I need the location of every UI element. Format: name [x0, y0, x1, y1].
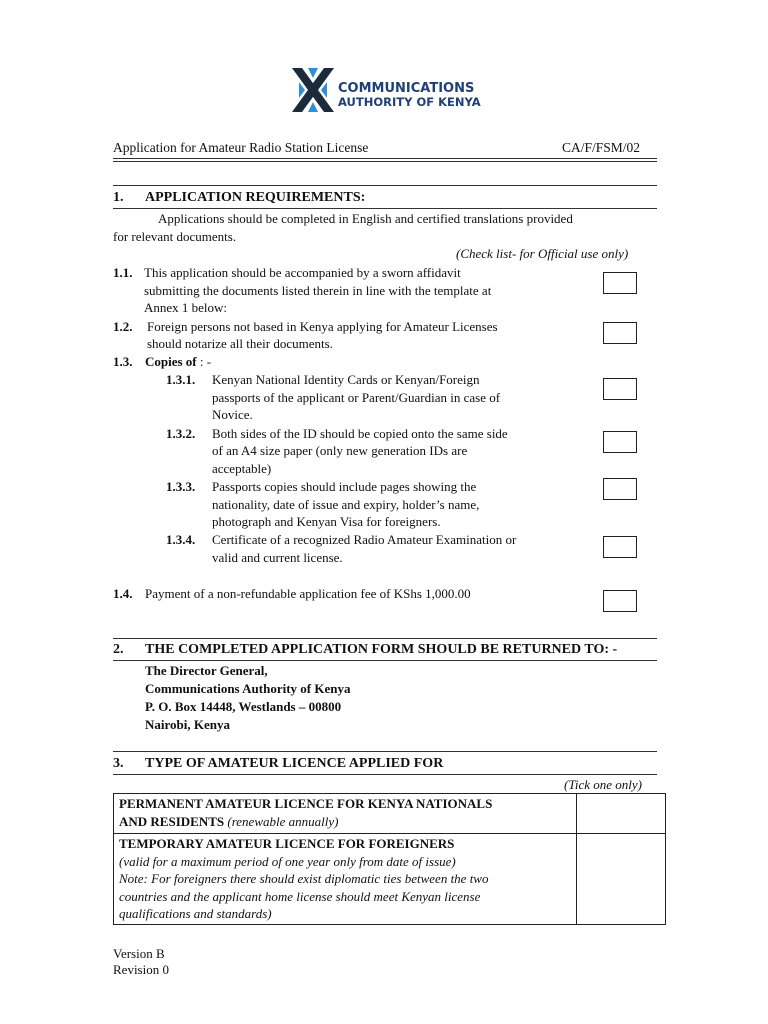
header-divider-2: [113, 161, 657, 162]
item-1-3-2-line1: Both sides of the ID should be copied onto the same side: [212, 426, 508, 441]
section3-rule-top: [113, 751, 657, 752]
licence-row-temporary: [114, 834, 666, 925]
item-1-3-2-line2: of an A4 size paper (only new generation IDs are: [212, 443, 468, 458]
item-1-3-2-number: 1.3.2.: [166, 426, 196, 441]
item-1-3-1-line1: Kenyan National Identity Cards or Kenyan/Foreign: [212, 372, 480, 387]
item-1-3-label: Copies of: [145, 354, 197, 369]
item-1-3-text: [145, 353, 211, 371]
tick-note: (Tick one only): [564, 777, 642, 792]
section3-rule-bottom: [113, 774, 657, 775]
section1-rule-top: [113, 185, 657, 186]
item-1-4-line1: Payment of a non-refundable application fee of KShs 1,000.00: [145, 586, 471, 601]
logo-mark-icon: [272, 50, 494, 134]
section3-heading: TYPE OF AMATEUR LICENCE APPLIED FOR: [145, 756, 444, 771]
address-line3: P. O. Box 14448, Westlands – 00800: [145, 699, 342, 714]
document-title: Application for Amateur Radio Station License: [113, 140, 369, 155]
temporary-licence-note4: qualifications and standards): [119, 906, 272, 921]
temporary-licence-note2: Note: For foreigners there should exist diplomatic ties between the two: [119, 871, 489, 886]
header-divider: [113, 158, 657, 159]
item-1-3-4-line1: Certificate of a recognized Radio Amateur Examination or: [212, 532, 517, 547]
section2-heading: THE COMPLETED APPLICATION FORM SHOULD BE RETURNED TO: -: [145, 642, 618, 657]
item-1-3-number: 1.3.: [113, 354, 133, 369]
checkbox-1-1[interactable]: [603, 272, 637, 294]
section2-rule-top: [113, 638, 657, 639]
item-1-3-1-line3: Novice.: [212, 407, 253, 422]
item-1-1-line1: This application should be accompanied by a sworn affidavit: [144, 265, 461, 280]
item-1-4-number: 1.4.: [113, 586, 133, 601]
item-1-3-suffix: : -: [196, 354, 212, 369]
section3-number: 3.: [113, 756, 124, 771]
temporary-licence-note1: (valid for a maximum period of one year only from date of issue): [119, 853, 456, 869]
item-1-2-number: 1.2.: [113, 319, 133, 334]
section1-intro-line1: Applications should be completed in English and certified translations provided: [158, 211, 573, 226]
item-1-3-3-line2: nationality, date of issue and expiry, holder’s name,: [212, 497, 480, 512]
checkbox-1-3-4[interactable]: [603, 536, 637, 558]
permanent-licence-tick-box[interactable]: [577, 794, 666, 834]
item-1-3-3-line3: photograph and Kenyan Visa for foreigners.: [212, 514, 441, 529]
item-1-3-3-number: 1.3.3.: [166, 479, 196, 494]
permanent-licence-cell: [114, 794, 577, 834]
permanent-licence-title1: PERMANENT AMATEUR LICENCE FOR KENYA NATIONALS: [119, 796, 493, 811]
item-1-1-line2: submitting the documents listed therein in line with the template at: [144, 283, 492, 298]
checklist-note: (Check list- for Official use only): [456, 246, 629, 261]
item-1-3-4-number: 1.3.4.: [166, 532, 196, 547]
logo-line1: COMMUNICATIONS: [338, 81, 475, 96]
permanent-licence-title2: AND RESIDENTS: [119, 813, 225, 829]
checkbox-1-4[interactable]: [603, 590, 637, 612]
logo-line2: AUTHORITY OF KENYA: [338, 95, 481, 109]
checkbox-1-3-3[interactable]: [603, 478, 637, 500]
temporary-licence-note3: countries and the applicant home license should meet Kenyan license: [119, 888, 481, 904]
authority-logo: [272, 50, 494, 134]
section1-number: 1.: [113, 190, 124, 205]
item-1-3-2-line3: acceptable): [212, 461, 272, 476]
item-1-3-1-line2: passports of the applicant or Parent/Guardian in case of: [212, 390, 501, 405]
address-line4: Nairobi, Kenya: [145, 717, 230, 732]
address-line1: The Director General,: [145, 663, 268, 678]
item-1-2-line2: should notarize all their documents.: [147, 336, 333, 351]
section2-number: 2.: [113, 642, 124, 657]
address-line2: Communications Authority of Kenya: [145, 681, 351, 696]
footer-revision: Revision 0: [113, 962, 169, 977]
temporary-licence-tick-box[interactable]: [577, 834, 666, 925]
item-1-1-line3: Annex 1 below:: [144, 300, 228, 315]
footer-version: Version B: [113, 946, 165, 961]
item-1-3-4-line2: valid and current license.: [212, 550, 343, 565]
licence-type-table: [113, 793, 666, 925]
item-1-2-line1: Foreign persons not based in Kenya applying for Amateur Licenses: [147, 319, 498, 334]
section1-heading: APPLICATION REQUIREMENTS:: [145, 190, 366, 205]
item-1-3-1-number: 1.3.1.: [166, 372, 196, 387]
item-1-3-3-line1: Passports copies should include pages showing the: [212, 479, 477, 494]
licence-row-permanent: [114, 794, 666, 834]
checkbox-1-2[interactable]: [603, 322, 637, 344]
checkbox-1-3-2[interactable]: [603, 431, 637, 453]
checkbox-1-3-1[interactable]: [603, 378, 637, 400]
section2-rule-bottom: [113, 660, 657, 661]
form-code: CA/F/FSM/02: [562, 140, 641, 155]
item-1-1-number: 1.1.: [113, 265, 133, 280]
section1-rule-bottom: [113, 208, 657, 209]
section1-intro-line2: for relevant documents.: [113, 229, 237, 244]
permanent-licence-note: (renewable annually): [227, 813, 339, 829]
temporary-licence-title: TEMPORARY AMATEUR LICENCE FOR FOREIGNERS: [119, 836, 455, 851]
temporary-licence-cell: [114, 834, 577, 925]
